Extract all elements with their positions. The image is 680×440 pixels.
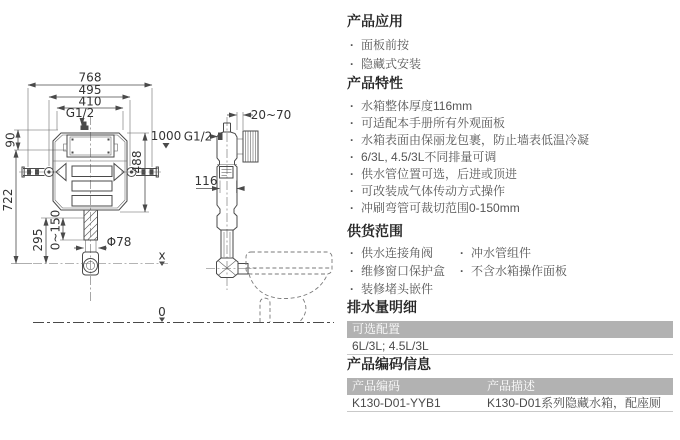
list-item: · 冲水管组件 [459,244,673,262]
list-item: · 水箱表面由保丽龙包裹，防止墙表低温冷凝 [349,132,673,149]
dim-width-top: 410 [78,94,102,109]
features-list [349,98,673,217]
dimension-labels [1,71,291,320]
toilet-outline [246,252,332,322]
column-header: 可选配置 [352,322,401,336]
table-header-row [347,321,673,338]
column-header-code: 产品编码 [352,379,401,393]
table-cell: 6L/3L; 4.5L/3L [352,339,429,353]
dim-width-mid: 495 [78,83,102,97]
dim-outlet-dia: Φ78 [106,235,132,249]
table-row [347,338,673,355]
codes-table [347,378,673,412]
dim-height-488: 488 [130,150,144,174]
list-item: · 维修窗口保护盒 [349,262,457,280]
dim-cut-range: 0~150 [48,209,63,251]
list-item: · 可适配本手册所有外观面板 [349,115,673,132]
front-inlet-label: G1/2 [65,106,95,120]
section-title-supply: 供货范围 [347,223,403,239]
table-row [347,395,673,412]
list-item: · 面板前按 [349,36,673,55]
list-item: · 水箱整体厚度116mm [349,98,673,115]
dim-height-722: 722 [1,188,15,212]
list-item: · 可改装成气体传动方式操作 [349,183,673,200]
list-item: · 不含水箱操作面板 [459,262,673,280]
table-cell-code: K130-D01-YYB1 [352,396,441,410]
side-inlet-label: G1/2 [183,129,213,144]
application-list [349,36,673,74]
list-item: · 供水连接角阀 [349,244,457,262]
list-item: · 装修堵头嵌件 [349,280,457,298]
dim-wall-gap: 20~70 [250,108,292,122]
list-item: · 6/3L, 4.5/3L不同排量可调 [349,149,673,166]
section-title-drainage: 排水量明细 [347,299,417,315]
list-item: · 隐藏式安装 [349,55,673,74]
dim-height-295: 295 [31,228,45,252]
dim-depth-116: 116 [194,174,218,188]
supply-columns [347,244,673,298]
section-title-features: 产品特性 [347,75,403,91]
dim-offset-90: 90 [3,132,18,148]
dim-width-outer: 768 [78,70,102,85]
marker-0: 0 [158,305,166,319]
list-item: · 冲刷弯管可裁切范围0-150mm [349,200,673,217]
section-title-codes: 产品编码信息 [347,356,431,372]
side-view [196,112,332,322]
column-header-desc: 产品描述 [487,379,536,393]
supply-list-col2 [459,244,673,280]
table-cell-desc: K130-D01系列隐藏水箱，配座厕 [487,396,662,410]
table-header-row [347,378,673,395]
info-panel [347,12,673,412]
marker-x: x [158,248,166,263]
supply-list-col1 [349,244,457,298]
list-item: · 供水管位置可选，后进或顶进 [349,166,673,183]
level-1000: 1000 [150,129,182,143]
section-title-application: 产品应用 [347,13,403,29]
drainage-table [347,321,673,355]
